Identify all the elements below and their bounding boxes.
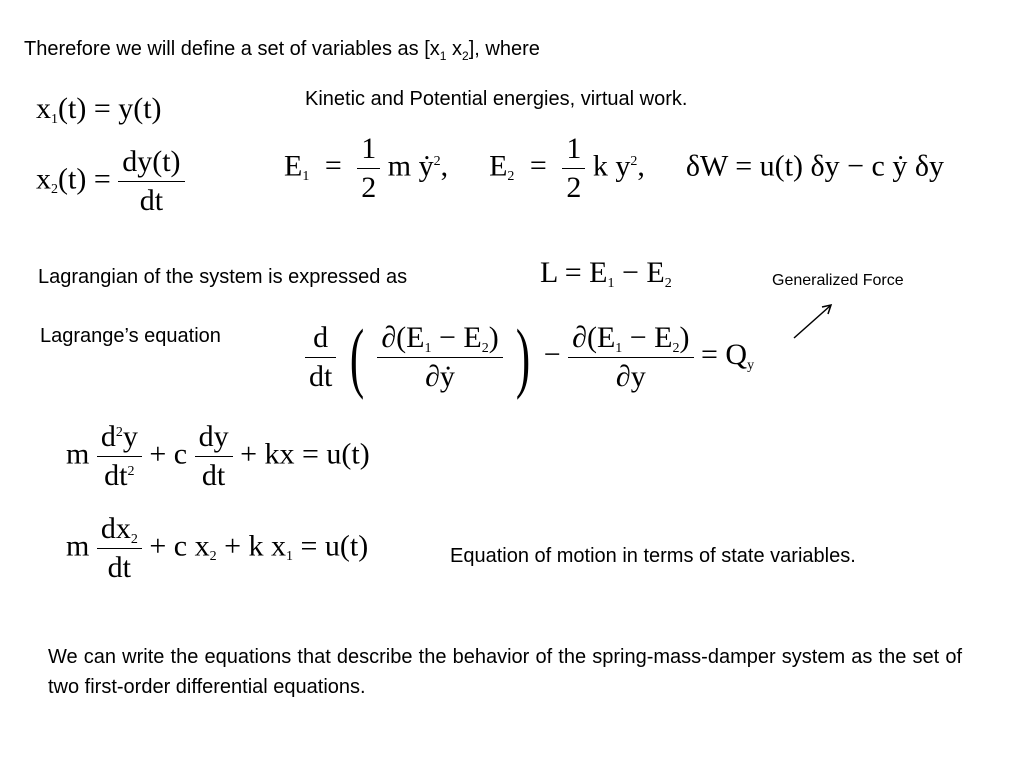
x2-definition: x2(t) = $\frac{dy(t)}{dt}$ (36, 145, 185, 218)
state-equation-label: Equation of motion in terms of state variables. (450, 545, 856, 567)
state-variable-equation: m $\frac{dx2}{dt}$ + c x2 + k x1 = u(t) (66, 512, 369, 584)
lagrangian-label: Lagrangian of the system is expressed as (38, 266, 408, 288)
x1-definition: x1(t) = y(t) (36, 92, 162, 127)
virtual-work-equation: δW = u(t) δy − c ẏ δy (685, 149, 944, 183)
lagrangian-equation: L = E1 − E2 (540, 256, 672, 291)
generalized-force-arrow-icon (788, 300, 836, 342)
intro-sentence: Therefore we will define a set of variables as [$x_1$ $x_2$], where (24, 38, 540, 63)
generalized-force-label: Generalized Force (772, 272, 904, 289)
dy-dt-fraction: $\frac{dy(t)}{dt}$ (118, 145, 184, 218)
energy-equations: E1 = $\frac{1}{2}$ m ẏ$^2$, E2 = $\frac{1}{2}$ k $y^2$, δW = u(t) δy − c ẏ δy (284, 132, 944, 204)
lagrange-label: Lagrange’s equation (40, 325, 221, 347)
lagrange-equation: $\frac{d}{dt}$ ( $\frac{\partial(E1 - E2)}{\text{∂ẏ}}$ ) − $\frac{\partial(E1 - E2)}{\partial y}$ = Qy (305, 312, 754, 402)
energies-label: Kinetic and Potential energies, virtual work. (305, 88, 688, 110)
conclusion-paragraph: We can write the equations that describe the behavior of the spring-mass-damper system as the set of two first-order differential equations. (48, 646, 962, 698)
motion-equation: m $\frac{d^2y}{dt^2}$ + c $\frac{dy}{dt}$ + kx = u(t) (66, 420, 370, 492)
